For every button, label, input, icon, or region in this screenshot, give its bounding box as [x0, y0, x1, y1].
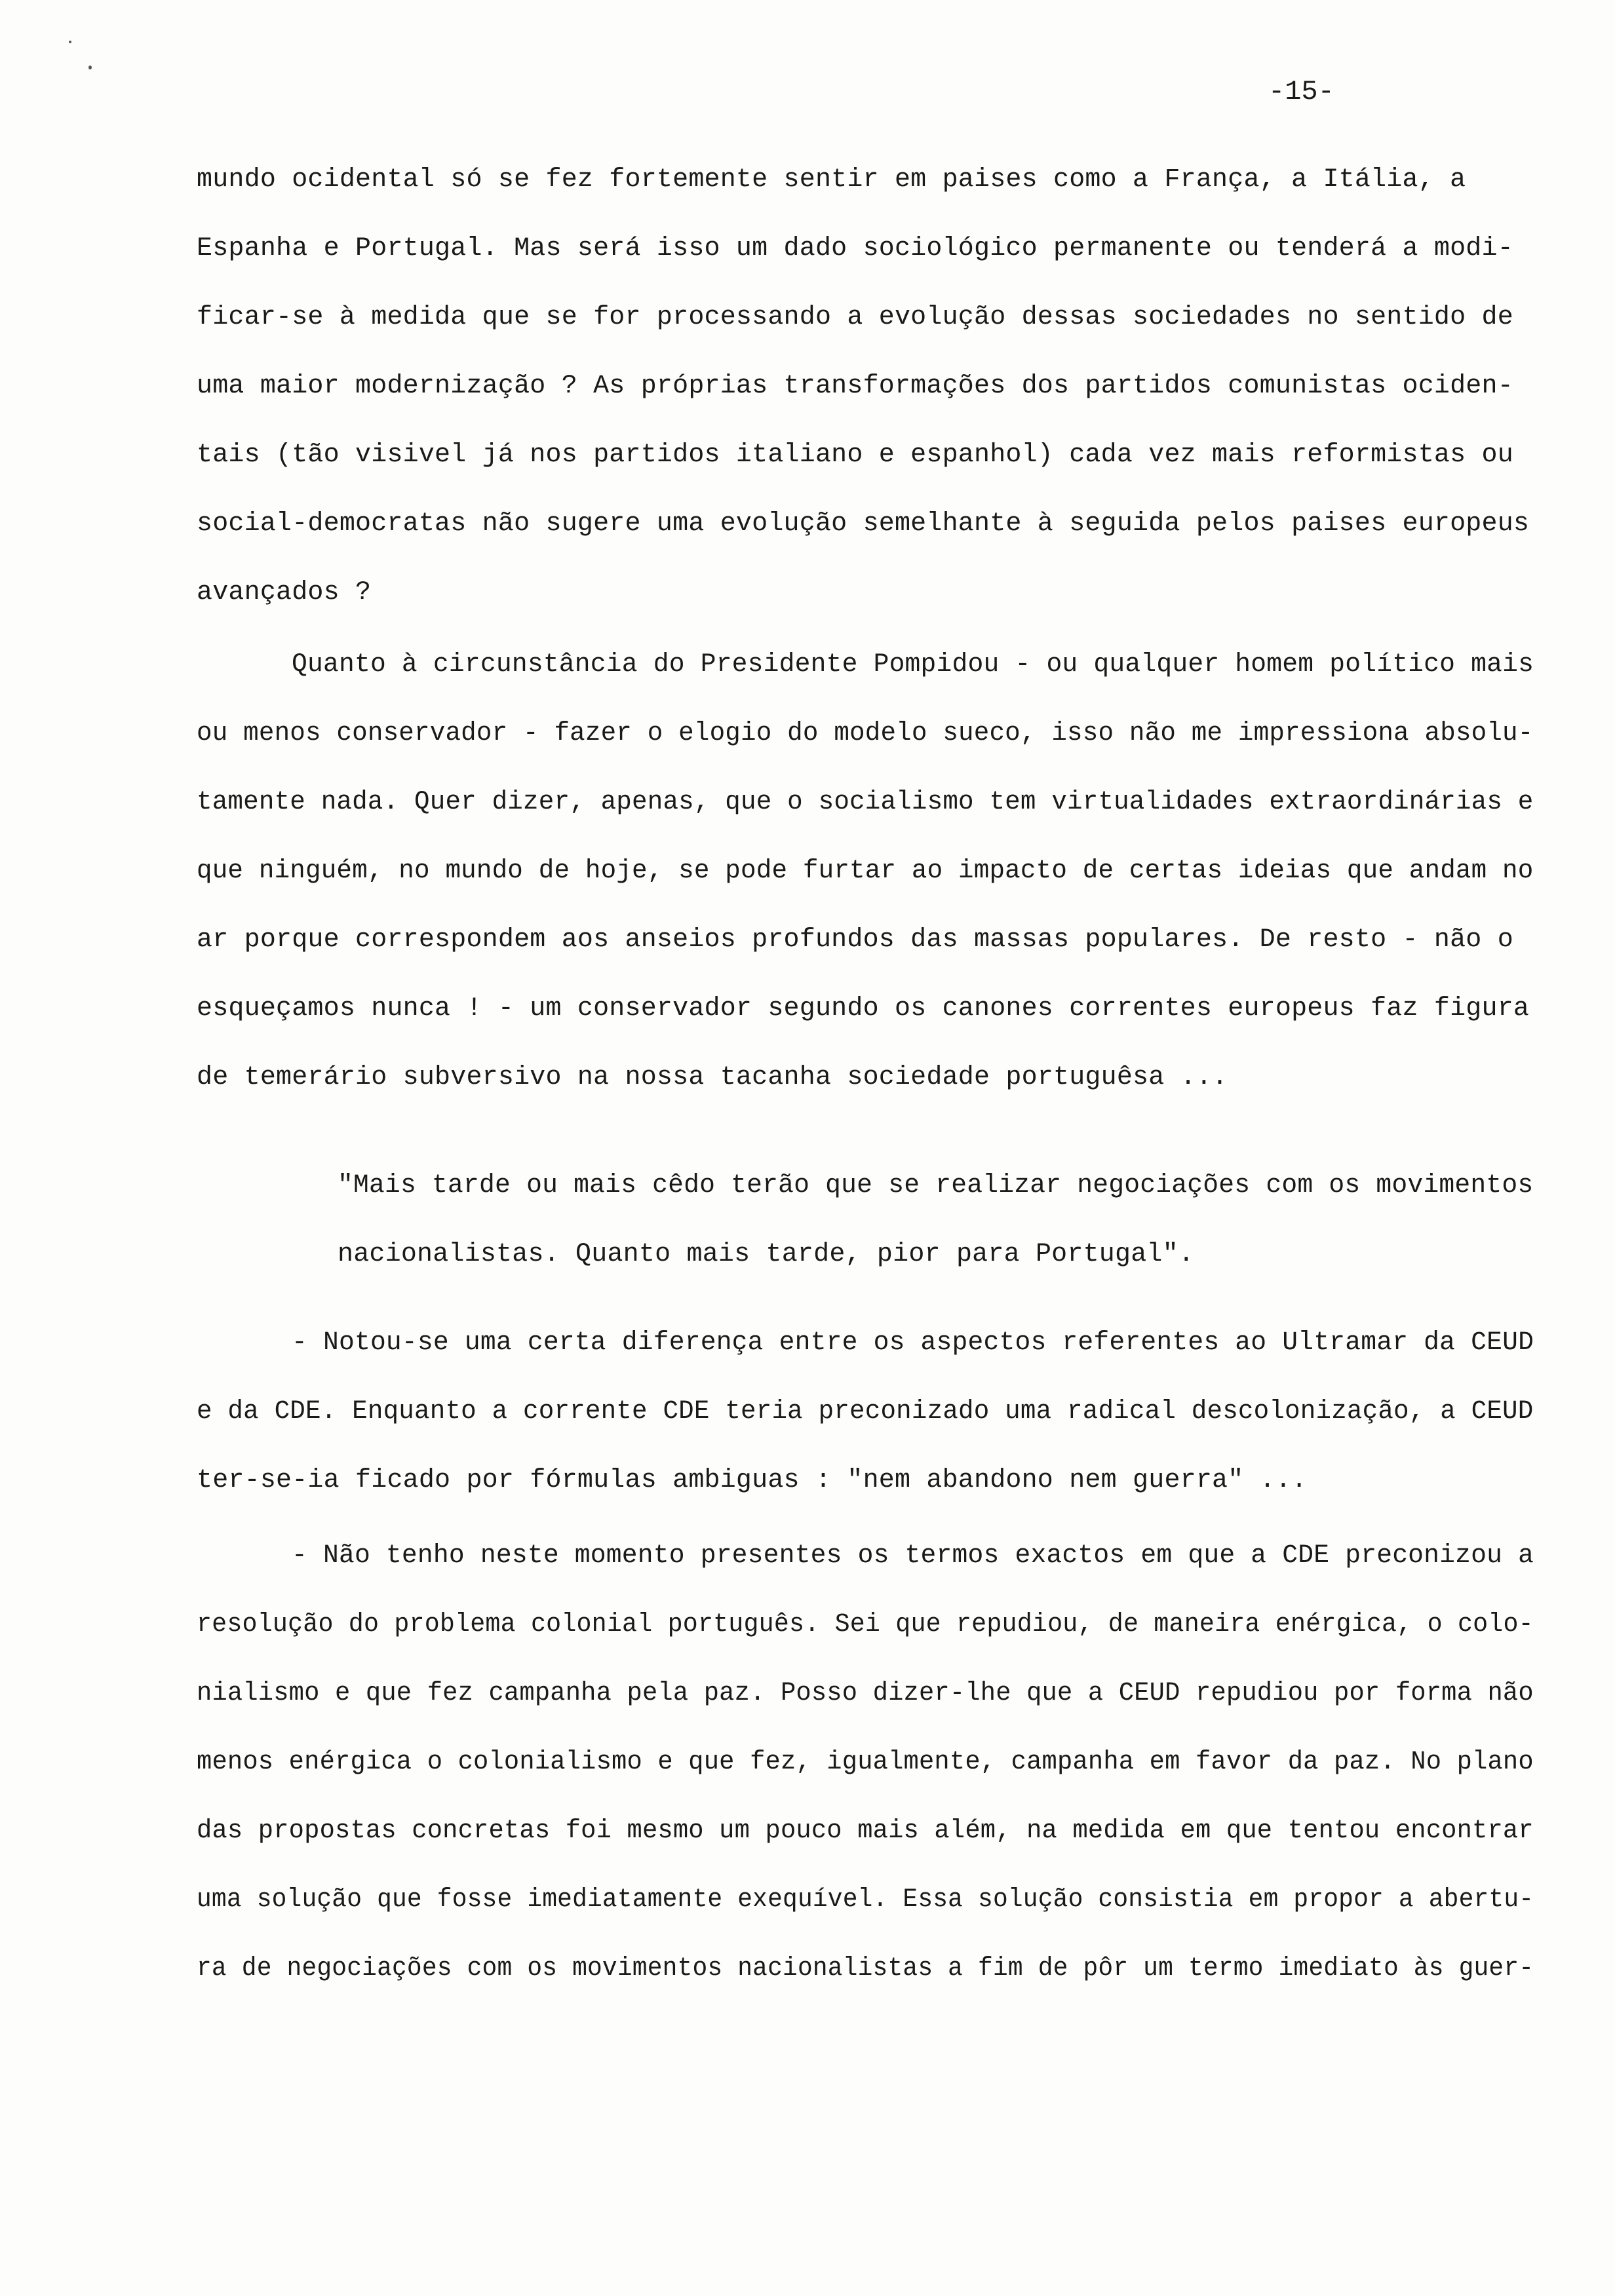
text-line: - Notou-se uma certa diferença entre os aspectos referentes ao Ultramar da CEUD — [292, 1328, 1534, 1358]
text-line: menos enérgica o colonialismo e que fez, igualmente, campanha em favor da paz. No plano — [197, 1748, 1534, 1777]
quote-line: "Mais tarde ou mais cêdo terão que se realizar negociações com os movimentos — [338, 1171, 1534, 1200]
text-line: ar porque correspondem aos anseios profundos das massas populares. De resto - não o — [197, 925, 1513, 955]
text-line: esqueçamos nunca ! - um conservador segundo os canones correntes europeus faz figura — [197, 994, 1530, 1024]
text-line: social-democratas não sugere uma evolução semelhante à seguida pelos paises europeus — [197, 509, 1530, 539]
text-line: mundo ocidental só se fez fortemente sentir em paises como a França, a Itália, a — [197, 165, 1466, 195]
text-line: e da CDE. Enquanto a corrente CDE teria preconizado uma radical descolonização, a CEUD — [197, 1397, 1534, 1426]
quote-line: nacionalistas. Quanto mais tarde, pior para Portugal". — [338, 1240, 1195, 1269]
text-line: das propostas concretas foi mesmo um pouco mais além, na medida em que tentou encontrar — [197, 1816, 1534, 1846]
text-line: ficar-se à medida que se for processando a evolução dessas sociedades no sentido de — [197, 303, 1513, 332]
text-line: Quanto à circunstância do Presidente Pompidou - ou qualquer homem político mais — [292, 650, 1534, 679]
page-number: -15- — [1268, 76, 1334, 107]
text-line: nialismo e que fez campanha pela paz. Posso dizer-lhe que a CEUD repudiou por forma não — [197, 1679, 1534, 1708]
text-line: uma maior modernização ? As próprias transformações dos partidos comunistas ociden- — [197, 372, 1513, 401]
text-line: - Não tenho neste momento presentes os termos exactos em que a CDE preconizou a — [292, 1541, 1534, 1571]
text-line: resolução do problema colonial português. Sei que repudiou, de maneira enérgica, o colo- — [197, 1610, 1534, 1639]
text-line: ra de negociações com os movimentos nacionalistas a fim de pôr um termo imediato às guer- — [197, 1954, 1534, 1983]
text-line: tamente nada. Quer dizer, apenas, que o socialismo tem virtualidades extraordinárias e — [197, 788, 1534, 817]
text-line: avançados ? — [197, 578, 372, 607]
scan-speck — [88, 66, 92, 69]
text-line: Espanha e Portugal. Mas será isso um dado sociológico permanente ou tenderá a modi- — [197, 234, 1513, 263]
text-line: tais (tão visivel já nos partidos italiano e espanhol) cada vez mais reformistas ou — [197, 440, 1513, 470]
text-line: de temerário subversivo na nossa tacanha sociedade portuguêsa ... — [197, 1063, 1228, 1092]
scan-speck — [69, 41, 71, 43]
text-line: que ninguém, no mundo de hoje, se pode furtar ao impacto de certas ideias que andam no — [197, 856, 1534, 886]
text-line: uma solução que fosse imediatamente exequível. Essa solução consistia em propor a abertu- — [197, 1885, 1534, 1915]
text-line: ou menos conservador - fazer o elogio do modelo sueco, isso não me impressiona absolu- — [197, 719, 1534, 748]
text-line: ter-se-ia ficado por fórmulas ambiguas : "nem abandono nem guerra" ... — [197, 1466, 1308, 1495]
